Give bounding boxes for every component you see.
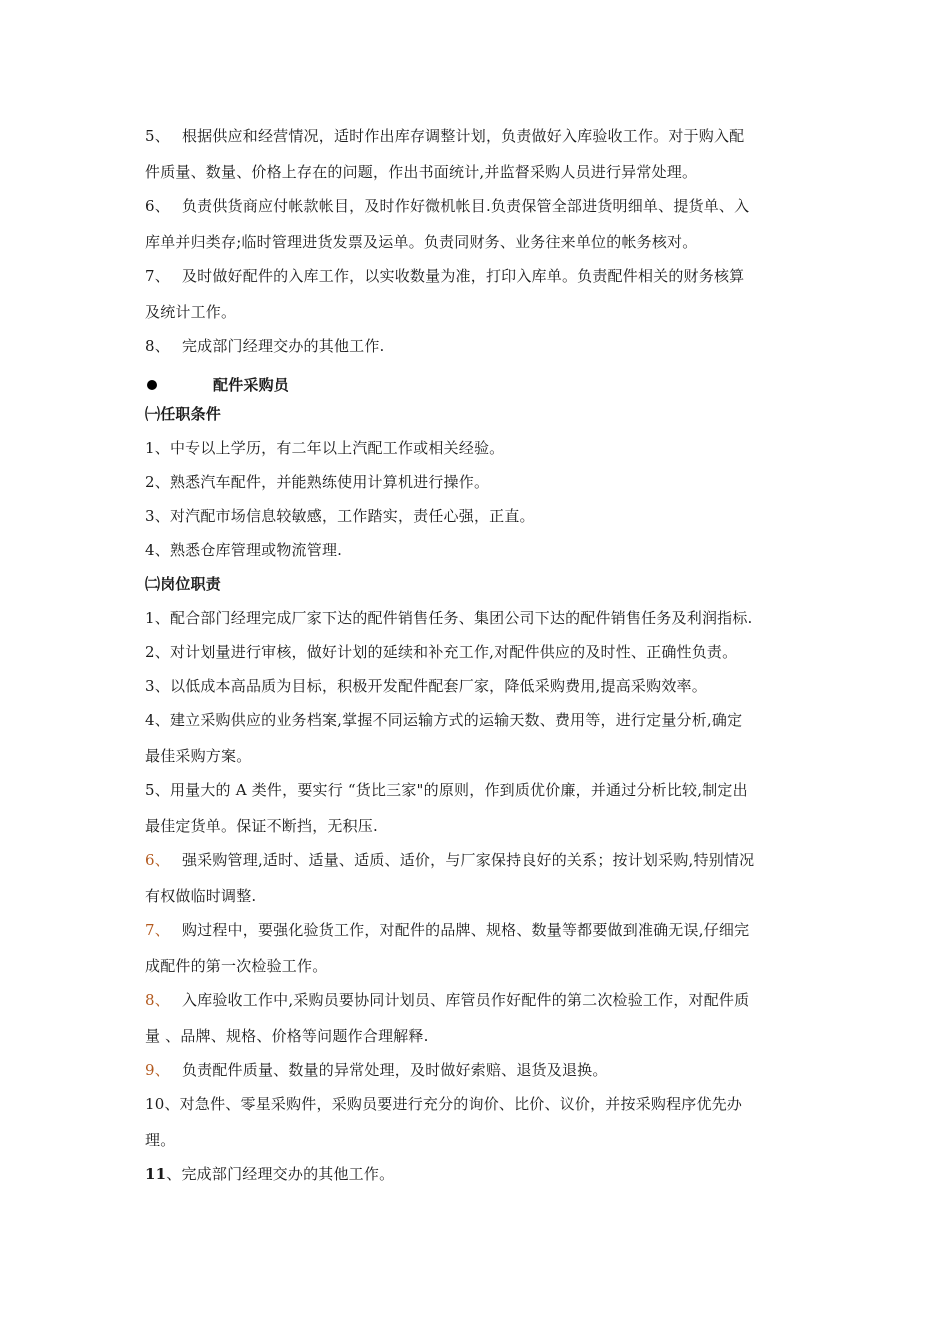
item-number: 8、 bbox=[145, 991, 170, 1009]
duty-item-4-line2: 最佳采购方案。 bbox=[145, 747, 252, 765]
section-heading-requirements: ㈠任职条件 bbox=[145, 405, 222, 423]
requirement-item: 1、中专以上学历，有二年以上汽配工作或相关经验。 bbox=[145, 439, 505, 457]
paragraph-text: 完成部门经理交办的其他工作. bbox=[181, 337, 385, 355]
duty-item-10-line2: 理。 bbox=[145, 1131, 176, 1149]
paragraph-7-line2: 及统计工作。 bbox=[145, 303, 237, 321]
item-number: 5、 bbox=[145, 127, 170, 145]
paragraph-8 bbox=[145, 334, 825, 368]
duty-item-1: 1、配合部门经理完成厂家下达的配件销售任务、集团公司下达的配件销售任务及利润指标. bbox=[145, 609, 753, 627]
document-body bbox=[145, 124, 825, 1196]
requirement-item: 3、对汽配市场信息较敏感，工作踏实，责任心强，正直。 bbox=[145, 507, 535, 525]
paragraph-text: 根据供应和经营情况，适时作出库存调整计划，负责做好入库验收工作。对于购入配 bbox=[181, 127, 745, 145]
duty-item-5-line2: 最佳定货单。保证不断挡，无积压. bbox=[145, 817, 378, 835]
section-heading-duties: ㈡岗位职责 bbox=[145, 575, 222, 593]
duty-item-6-line1 bbox=[145, 848, 825, 882]
paragraph-6-line1 bbox=[145, 194, 825, 228]
paragraph-text: 强采购管理,适时、适量、适质、适价，与厂家保持良好的关系；按计划采购,特别情况 bbox=[181, 851, 755, 869]
duty-item-7-line1 bbox=[145, 918, 825, 952]
item-number: 9、 bbox=[145, 1061, 170, 1079]
duty-item-3: 3、以低成本高品质为目标，积极开发配件配套厂家，降低采购费用,提高采购效率。 bbox=[145, 677, 707, 695]
duty-item-7-line2: 成配件的第一次检验工作。 bbox=[145, 957, 328, 975]
duty-item-9 bbox=[145, 1058, 825, 1092]
duty-item-2: 2、对计划量进行审核，做好计划的延续和补充工作,对配件供应的及时性、正确性负责。 bbox=[145, 643, 738, 661]
item-number: 7、 bbox=[145, 921, 170, 939]
bullet-heading bbox=[145, 368, 825, 402]
requirement-item: 2、熟悉汽车配件，并能熟练使用计算机进行操作。 bbox=[145, 473, 490, 491]
item-number: 7、 bbox=[145, 267, 170, 285]
bullet-icon bbox=[147, 380, 157, 390]
paragraph-5-line1 bbox=[145, 124, 825, 158]
paragraph-text: 购过程中，要强化验货工作，对配件的品牌、规格、数量等都要做到准确无误,仔细完 bbox=[181, 921, 750, 939]
duty-item-5-line1: 5、用量大的 A 类件，要实行 “货比三家"的原则，作到质优价廉，并通过分析比较,制定出 bbox=[145, 781, 748, 799]
paragraph-7-line1 bbox=[145, 264, 825, 298]
duty-item-4-line1: 4、建立采购供应的业务档案,掌握不同运输方式的运输天数、费用等，进行定量分析,确定 bbox=[145, 711, 743, 729]
paragraph-5-line2: 件质量、数量、价格上存在的问题，作出书面统计,并监督采购人员进行异常处理。 bbox=[145, 163, 698, 181]
item-number: 8、 bbox=[145, 337, 170, 355]
duty-item-6-line2: 有权做临时调整. bbox=[145, 887, 257, 905]
paragraph-text: 、完成部门经理交办的其他工作。 bbox=[166, 1165, 395, 1183]
paragraph-6-line2: 库单并归类存;临时管理进货发票及运单。负责同财务、业务往来单位的帐务核对。 bbox=[145, 233, 698, 251]
duty-item-10-line1: 10、对急件、零星采购件，采购员要进行充分的询价、比价、议价，并按采购程序优先办 bbox=[145, 1095, 743, 1113]
item-number: 11 bbox=[145, 1165, 167, 1183]
duty-item-8-line2: 量 、品牌、规格、价格等问题作合理解释. bbox=[145, 1027, 429, 1045]
paragraph-text: 负责供货商应付帐款帐目，及时作好微机帐目.负责保管全部进货明细单、提货单、入 bbox=[181, 197, 750, 215]
paragraph-text: 及时做好配件的入库工作，以实收数量为准，打印入库单。负责配件相关的财务核算 bbox=[181, 267, 745, 285]
duty-item-11 bbox=[145, 1162, 825, 1196]
requirement-item: 4、熟悉仓库管理或物流管理. bbox=[145, 541, 343, 559]
item-number: 6、 bbox=[145, 197, 170, 215]
paragraph-text: 负责配件质量、数量的异常处理，及时做好索赔、退货及退换。 bbox=[181, 1061, 608, 1079]
paragraph-text: 入库验收工作中,采购员要协同计划员、库管员作好配件的第二次检验工作，对配件质 bbox=[181, 991, 750, 1009]
duty-item-8-line1 bbox=[145, 988, 825, 1022]
item-number: 6、 bbox=[145, 851, 170, 869]
bullet-title: 配件采购员 bbox=[213, 376, 290, 394]
